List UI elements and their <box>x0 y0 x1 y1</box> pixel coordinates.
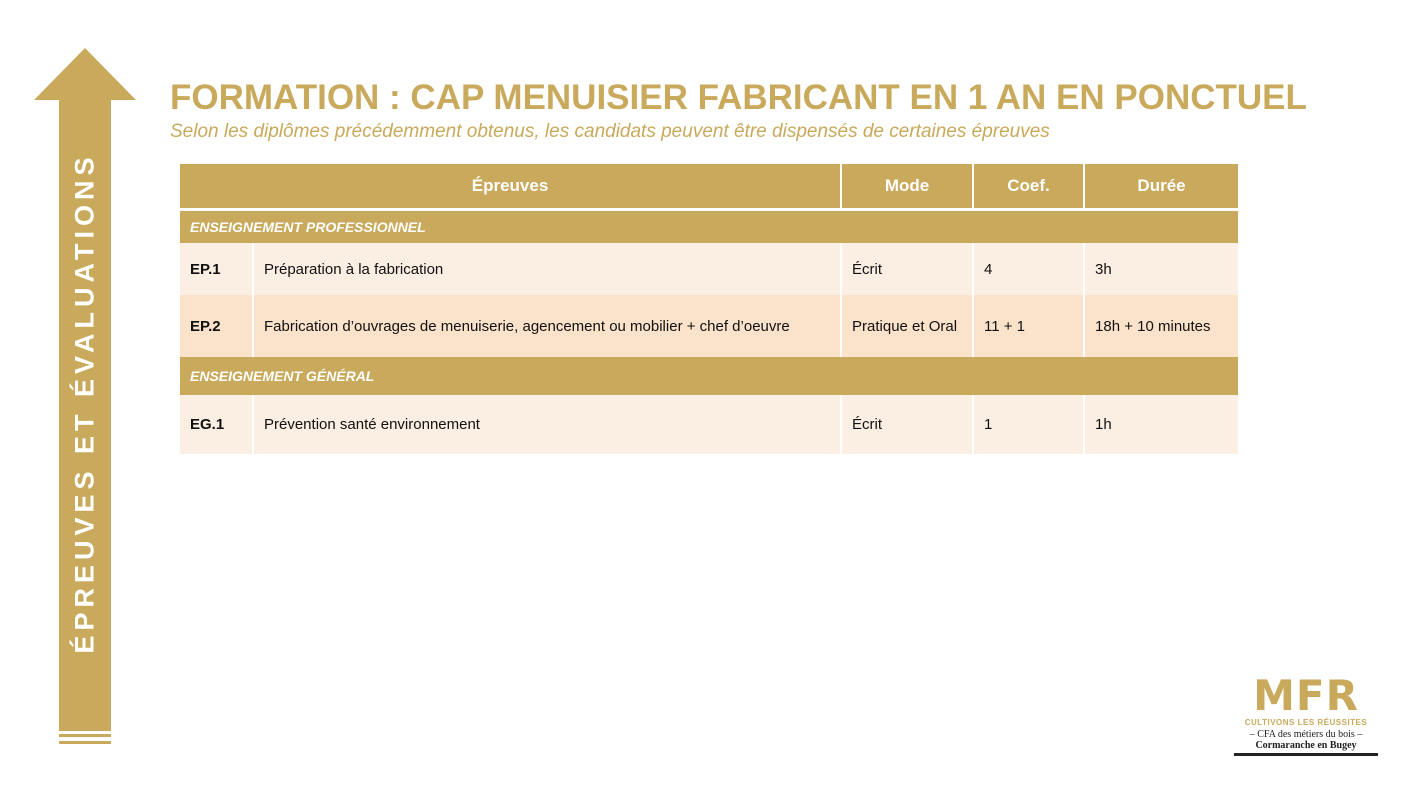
header-epreuves: Épreuves <box>180 164 841 208</box>
row-coef: 1 <box>973 395 1084 454</box>
header-coef: Coef. <box>973 164 1084 208</box>
logo-tagline: CULTIVONS LES RÉUSSITES <box>1244 718 1368 727</box>
row-label: Préparation à la fabrication <box>253 243 841 295</box>
logo-mark: MFR <box>1253 671 1359 720</box>
row-duree: 1h <box>1084 395 1238 454</box>
header-duree: Durée <box>1084 164 1238 208</box>
side-label: ÉPREUVES ET ÉVALUATIONS <box>69 152 100 654</box>
table-header-row <box>180 164 1238 208</box>
row-coef: 4 <box>973 243 1084 295</box>
section-row-pro <box>180 211 1238 243</box>
logo-line2: Cormaranche en Bugey <box>1255 740 1357 751</box>
row-label: Fabrication d’ouvrages de menuiserie, agencement ou mobilier + chef d’oeuvre <box>253 295 841 357</box>
table-row <box>180 295 1238 357</box>
row-code: EG.1 <box>180 395 253 454</box>
arrow-base-line <box>59 734 111 737</box>
table-row <box>180 395 1238 454</box>
arrow-head-icon <box>34 48 136 100</box>
logo-line1: – CFA des métiers du bois – <box>1249 729 1363 740</box>
row-mode: Écrit <box>841 395 973 454</box>
header-mode: Mode <box>841 164 973 208</box>
section-label: ENSEIGNEMENT PROFESSIONNEL <box>180 211 1238 243</box>
section-row-gen <box>180 357 1238 395</box>
row-duree: 3h <box>1084 243 1238 295</box>
exams-table <box>180 164 1238 454</box>
section-label: ENSEIGNEMENT GÉNÉRAL <box>180 357 1238 395</box>
arrow-base-line <box>59 741 111 744</box>
row-code: EP.1 <box>180 243 253 295</box>
row-label: Prévention santé environnement <box>253 395 841 454</box>
page-subtitle: Selon les diplômes précédemment obtenus, les candidats peuvent être dispensés de certaines épreuves <box>170 121 1050 142</box>
mfr-logo <box>1234 671 1378 756</box>
row-code: EP.2 <box>180 295 253 357</box>
row-mode: Pratique et Oral <box>841 295 973 357</box>
row-coef: 11 + 1 <box>973 295 1084 357</box>
logo-underline <box>1234 753 1378 756</box>
table-row <box>180 243 1238 295</box>
page-title: FORMATION : CAP MENUISIER FABRICANT EN 1 AN EN PONCTUEL <box>170 78 1307 117</box>
row-mode: Écrit <box>841 243 973 295</box>
row-duree: 18h + 10 minutes <box>1084 295 1238 357</box>
